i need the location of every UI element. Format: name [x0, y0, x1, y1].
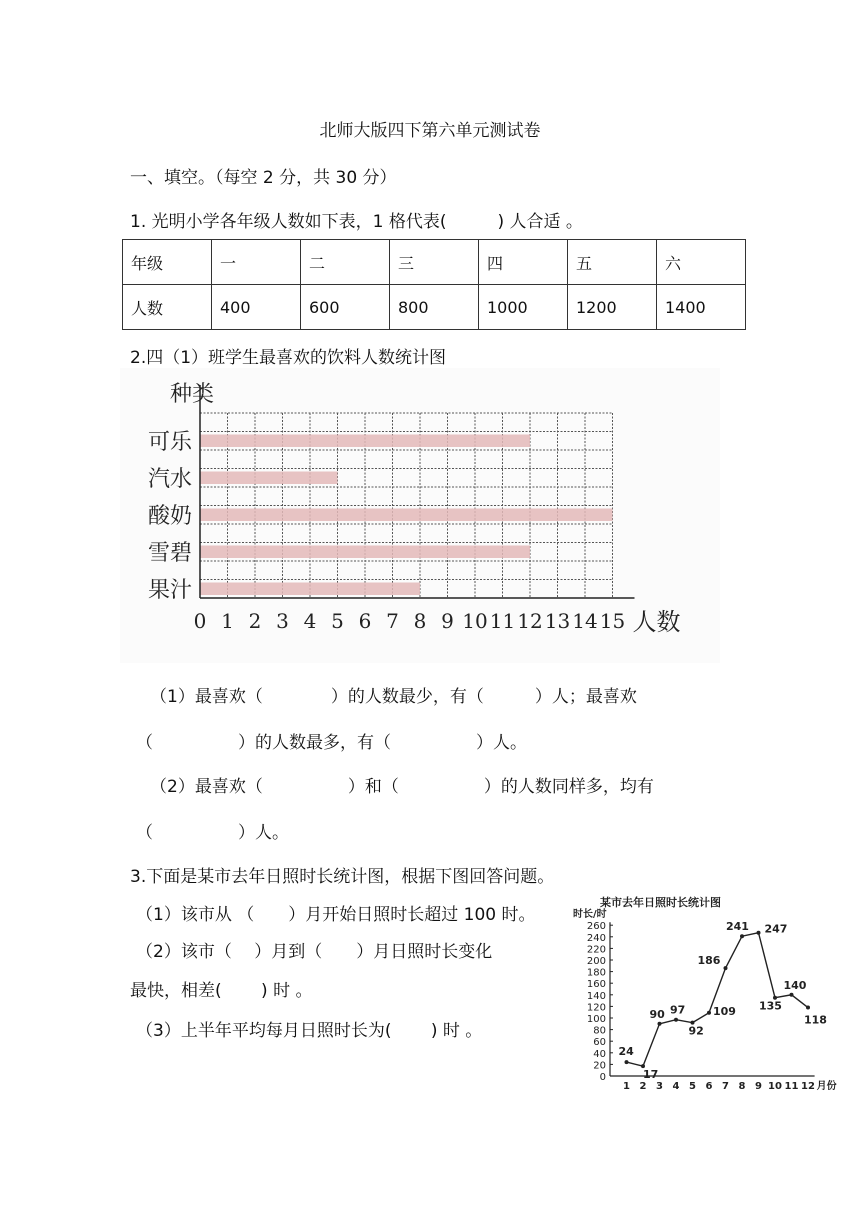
data-point — [674, 1018, 678, 1022]
data-label: 90 — [649, 1007, 665, 1021]
x-tick-label: 8 — [738, 1081, 746, 1092]
data-label: 135 — [759, 999, 782, 1013]
x-tick-label: 1 — [221, 609, 234, 633]
q3-sub2-line1: （2）该市（ ）月到（ ）月日照时长变化 — [136, 942, 493, 962]
data-point — [790, 993, 794, 997]
x-tick-label: 2 — [248, 609, 262, 633]
question-3: 3.下面是某市去年日照时长统计图，根据下图回答问题。 — [130, 867, 555, 887]
y-tick-label: 160 — [586, 979, 606, 991]
q2-sub2-line1: （2）最喜欢（ ）和（ ）的人数同样多，均有 — [150, 777, 654, 797]
y-axis-title: 时长/时 — [573, 909, 607, 920]
x-tick-label: 3 — [276, 609, 289, 633]
x-tick-label: 0 — [193, 609, 207, 633]
y-tick-label: 220 — [586, 944, 606, 956]
bar-1 — [200, 435, 530, 448]
table-cell: 年级 — [123, 240, 212, 285]
y-tick-label: 40 — [593, 1048, 606, 1060]
category-label: 果汁 — [147, 577, 192, 603]
question-1: 1. 光明小学各年级人数如下表，1 格代表( ) 人合适 。 — [130, 212, 583, 232]
y-tick-label: 80 — [593, 1025, 606, 1037]
bar-2 — [200, 472, 338, 485]
data-label: 247 — [764, 922, 788, 936]
y-tick-label: 20 — [593, 1060, 606, 1072]
table-cell: 800 — [390, 285, 479, 330]
table-cell: 一 — [212, 240, 301, 285]
x-tick-label: 14 — [572, 609, 598, 633]
category-label: 酸奶 — [147, 503, 192, 529]
x-tick-label: 2 — [639, 1081, 647, 1092]
y-tick-label: 260 — [586, 921, 606, 933]
section-heading: 一、填空。（每空 2 分，共 30 分） — [130, 168, 397, 188]
x-tick-label: 11 — [784, 1081, 799, 1092]
y-tick-label: 140 — [586, 990, 606, 1002]
y-tick-label: 60 — [593, 1037, 606, 1049]
data-point — [806, 1006, 810, 1010]
table-cell: 六 — [657, 240, 746, 285]
chart-title: 某市去年日照时长统计图 — [600, 896, 721, 909]
table-cell: 四 — [479, 240, 568, 285]
table-cell: 400 — [212, 285, 301, 330]
q3-sub3: （3）上半年平均每月日照时长为( ) 时 。 — [136, 1021, 483, 1041]
data-point — [724, 966, 728, 970]
x-tick-label: 13 — [544, 609, 571, 633]
q2-sub2-line2: （ ）人。 — [136, 823, 289, 843]
y-tick-label: 180 — [586, 967, 606, 979]
data-point — [658, 1022, 662, 1026]
data-label: 140 — [783, 978, 807, 992]
q2-sub1-line1: （1）最喜欢（ ）的人数最少，有（ ）人；最喜欢 — [150, 687, 637, 707]
x-axis-title: 人数 — [632, 608, 681, 636]
data-label: 186 — [697, 954, 721, 968]
x-tick-label: 15 — [599, 609, 626, 633]
x-tick-label: 1 — [623, 1081, 630, 1092]
data-point — [707, 1011, 711, 1015]
bar-4 — [200, 546, 530, 559]
x-tick-label: 6 — [358, 609, 372, 633]
q2-sub1-line2: （ ）的人数最多，有（ ）人。 — [136, 733, 527, 753]
x-tick-label: 3 — [656, 1081, 663, 1092]
drink-bar-chart — [120, 368, 720, 663]
data-point — [740, 934, 744, 938]
bar-5 — [200, 583, 420, 596]
data-label: 109 — [713, 1004, 736, 1018]
question-2: 2.四（1）班学生最喜欢的饮料人数统计图 — [130, 348, 447, 368]
x-tick-label: 10 — [462, 609, 488, 633]
page-title: 北师大版四下第六单元测试卷 — [319, 121, 541, 141]
x-axis-title: 月份 — [816, 1081, 837, 1092]
y-tick-label: 0 — [599, 1072, 606, 1083]
table-cell: 1200 — [568, 285, 657, 330]
data-label: 241 — [726, 920, 749, 934]
x-tick-label: 9 — [441, 609, 454, 633]
y-tick-label: 100 — [586, 1014, 606, 1025]
x-tick-label: 10 — [768, 1081, 782, 1092]
table-cell: 三 — [390, 240, 479, 285]
y-tick-label: 200 — [586, 956, 606, 967]
data-label: 17 — [643, 1068, 659, 1082]
x-tick-label: 5 — [689, 1081, 696, 1092]
data-point — [625, 1060, 629, 1064]
table-cell: 600 — [301, 285, 390, 330]
table-cell: 人数 — [123, 285, 212, 330]
table-cell: 1400 — [657, 285, 746, 330]
x-tick-label: 12 — [801, 1081, 815, 1092]
data-label: 97 — [670, 1003, 686, 1017]
x-tick-label: 7 — [386, 609, 399, 633]
x-tick-label: 5 — [331, 609, 344, 633]
category-label: 汽水 — [147, 466, 192, 492]
x-tick-label: 7 — [722, 1081, 729, 1092]
y-tick-label: 240 — [586, 932, 606, 944]
x-tick-label: 4 — [672, 1081, 680, 1092]
table-cell: 二 — [301, 240, 390, 285]
bar-3 — [200, 509, 613, 522]
table-row — [123, 240, 746, 285]
sunshine-line-chart — [555, 888, 845, 1093]
category-label: 雪碧 — [147, 540, 192, 566]
x-tick-label: 4 — [303, 609, 317, 633]
y-axis-title: 种类 — [170, 382, 215, 407]
data-point — [757, 931, 761, 935]
data-label: 24 — [618, 1045, 634, 1059]
x-tick-label: 12 — [517, 609, 543, 633]
q3-sub2-line2: 最快，相差( ) 时 。 — [130, 981, 313, 1001]
table-cell: 1000 — [479, 285, 568, 330]
table-row — [123, 285, 746, 330]
data-label: 118 — [804, 1013, 827, 1027]
grade-table — [122, 239, 746, 330]
table-cell: 五 — [568, 240, 657, 285]
x-tick-label: 6 — [705, 1081, 713, 1092]
x-tick-label: 8 — [413, 609, 427, 633]
x-tick-label: 11 — [489, 609, 516, 633]
data-label: 92 — [688, 1024, 704, 1038]
category-label: 可乐 — [147, 429, 192, 455]
q3-sub1: （1）该市从 （ ）月开始日照时长超过 100 时。 — [136, 905, 536, 925]
x-tick-label: 9 — [755, 1081, 762, 1092]
y-tick-label: 120 — [586, 1002, 606, 1014]
